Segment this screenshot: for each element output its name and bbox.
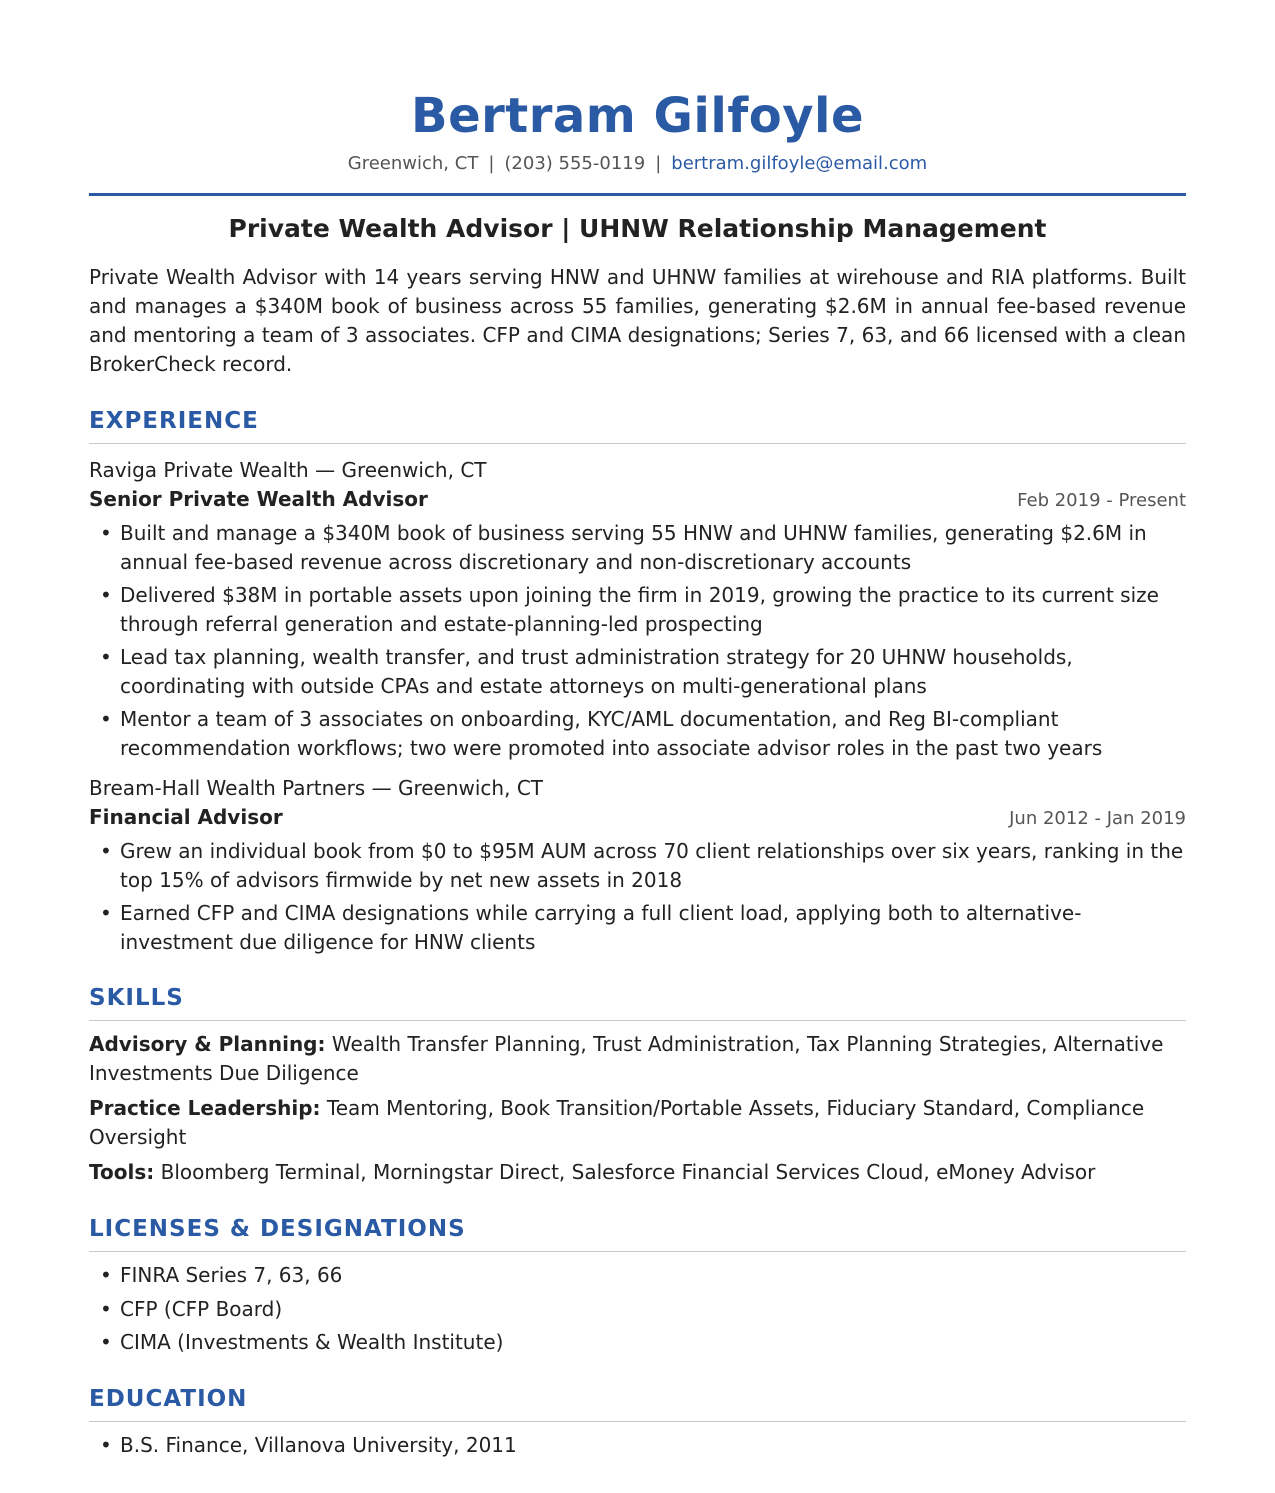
section-title-skills: SKILLS xyxy=(89,985,184,1011)
license-list xyxy=(89,1261,1186,1357)
bullet-icon: • xyxy=(100,1263,112,1287)
list-item xyxy=(89,1261,1186,1290)
header-divider xyxy=(89,193,1186,196)
list-item xyxy=(89,1328,1186,1357)
phone: (203) 555-0119 xyxy=(504,153,646,174)
resume-page xyxy=(89,0,1186,1459)
job-bullets xyxy=(89,519,1186,762)
job-title: Senior Private Wealth Advisor xyxy=(89,487,428,511)
list-item xyxy=(89,1295,1186,1324)
bullet-icon: • xyxy=(100,1432,112,1457)
skill-line xyxy=(89,1030,1186,1088)
section-divider xyxy=(89,1020,1186,1021)
section-divider xyxy=(89,443,1186,444)
bullet-icon: • xyxy=(100,901,112,925)
section-title-experience: EXPERIENCE xyxy=(89,408,259,434)
list-item xyxy=(89,705,1186,762)
email-link[interactable]: bertram.gilfoyle@email.com xyxy=(671,153,928,174)
section-divider xyxy=(89,1421,1186,1422)
bullet-icon: • xyxy=(100,583,112,607)
skill-value: Bloomberg Terminal, Morningstar Direct, Salesforce Financial Services Cloud, eMoney Advisor xyxy=(160,1160,1096,1184)
job-role-row xyxy=(89,802,1186,834)
job-title: Financial Advisor xyxy=(89,805,283,829)
license-text: CFP (CFP Board) xyxy=(120,1296,283,1321)
job-dates: Jun 2012 - Jan 2019 xyxy=(1009,808,1186,829)
contact-line xyxy=(89,152,1186,176)
bullet-text: Lead tax planning, wealth transfer, and trust administration strategy for 20 UHNW households, coordinating with outside CPAs and estate attorneys on multi-generational plans xyxy=(120,645,1073,698)
education-text: B.S. Finance, Villanova University, 2011 xyxy=(120,1432,517,1457)
list-item xyxy=(89,1431,1186,1460)
section-title-education: EDUCATION xyxy=(89,1385,248,1412)
candidate-name: Bertram Gilfoyle xyxy=(410,88,864,144)
job-dates: Feb 2019 - Present xyxy=(1017,490,1186,511)
bullet-icon: • xyxy=(100,707,112,731)
bullet-icon: • xyxy=(100,521,112,545)
job-entry xyxy=(89,456,1186,762)
skill-label: Tools: xyxy=(89,1160,155,1184)
bullet-text: Delivered $38M in portable assets upon joining the firm in 2019, growing the practice to its current size through referral generation and estate-planning-led prospecting xyxy=(120,583,1159,636)
list-item xyxy=(89,519,1186,576)
headline: Private Wealth Advisor | UHNW Relationship Management xyxy=(228,214,1047,243)
bullet-text: Earned CFP and CIMA designations while carrying a full client load, applying both to alternative-investment due diligence for HNW clients xyxy=(120,901,1082,954)
summary: Private Wealth Advisor with 14 years serving HNW and UHNW families at wirehouse and RIA platforms. Built and manages a $340M book of business across 55 families, generating $2.6M in annual fee-based revenue and mentoring a team of 3 associates. CFP and CIMA designations; Series 7, 63, and 66 licensed with a clean BrokerCheck record. xyxy=(89,265,1186,376)
list-item xyxy=(89,643,1186,700)
bullet-icon: • xyxy=(100,645,112,669)
skill-value: Team Mentoring, Book Transition/Portable Assets, Fiduciary Standard, Compliance Oversight xyxy=(89,1096,1145,1149)
job-role-row xyxy=(89,484,1186,516)
license-text: CIMA (Investments & Wealth Institute) xyxy=(120,1330,504,1354)
separator: | xyxy=(655,153,662,174)
list-item xyxy=(89,581,1186,638)
list-item xyxy=(89,837,1186,894)
license-text: FINRA Series 7, 63, 66 xyxy=(120,1263,343,1287)
skill-line xyxy=(89,1094,1186,1152)
bullet-icon: • xyxy=(100,1296,112,1321)
job-entry xyxy=(89,774,1186,956)
skill-label: Practice Leadership: xyxy=(89,1096,321,1120)
skill-label: Advisory & Planning: xyxy=(89,1032,326,1056)
job-company: Bream-Hall Wealth Partners — Greenwich, CT xyxy=(89,776,543,800)
section-divider xyxy=(89,1251,1186,1252)
job-bullets xyxy=(89,837,1186,956)
education-list xyxy=(89,1431,1186,1460)
section-title-licenses: LICENSES & DESIGNATIONS xyxy=(89,1216,466,1242)
bullet-text: Mentor a team of 3 associates on onboarding, KYC/AML documentation, and Reg BI-compliant recommendation workflows; two were promoted into associate advisor roles in the past two years xyxy=(120,707,1103,760)
bullet-text: Built and manage a $340M book of business serving 55 HNW and UHNW families, generating $2.6M in annual fee-based revenue across discretionary and non-discretionary accounts xyxy=(120,521,1147,574)
bullet-icon: • xyxy=(100,1330,112,1354)
bullet-text: Grew an individual book from $0 to $95M AUM across 70 client relationships over six years, ranking in the top 15% of advisors firmwide by net new assets in 2018 xyxy=(120,839,1184,892)
bullet-icon: • xyxy=(100,839,112,863)
skill-line xyxy=(89,1158,1186,1187)
separator: | xyxy=(488,153,495,174)
location: Greenwich, CT xyxy=(347,153,479,174)
job-company: Raviga Private Wealth — Greenwich, CT xyxy=(89,458,487,482)
list-item xyxy=(89,899,1186,956)
skill-value: Wealth Transfer Planning, Trust Administration, Tax Planning Strategies, Alternative Investments Due Diligence xyxy=(89,1032,1164,1085)
